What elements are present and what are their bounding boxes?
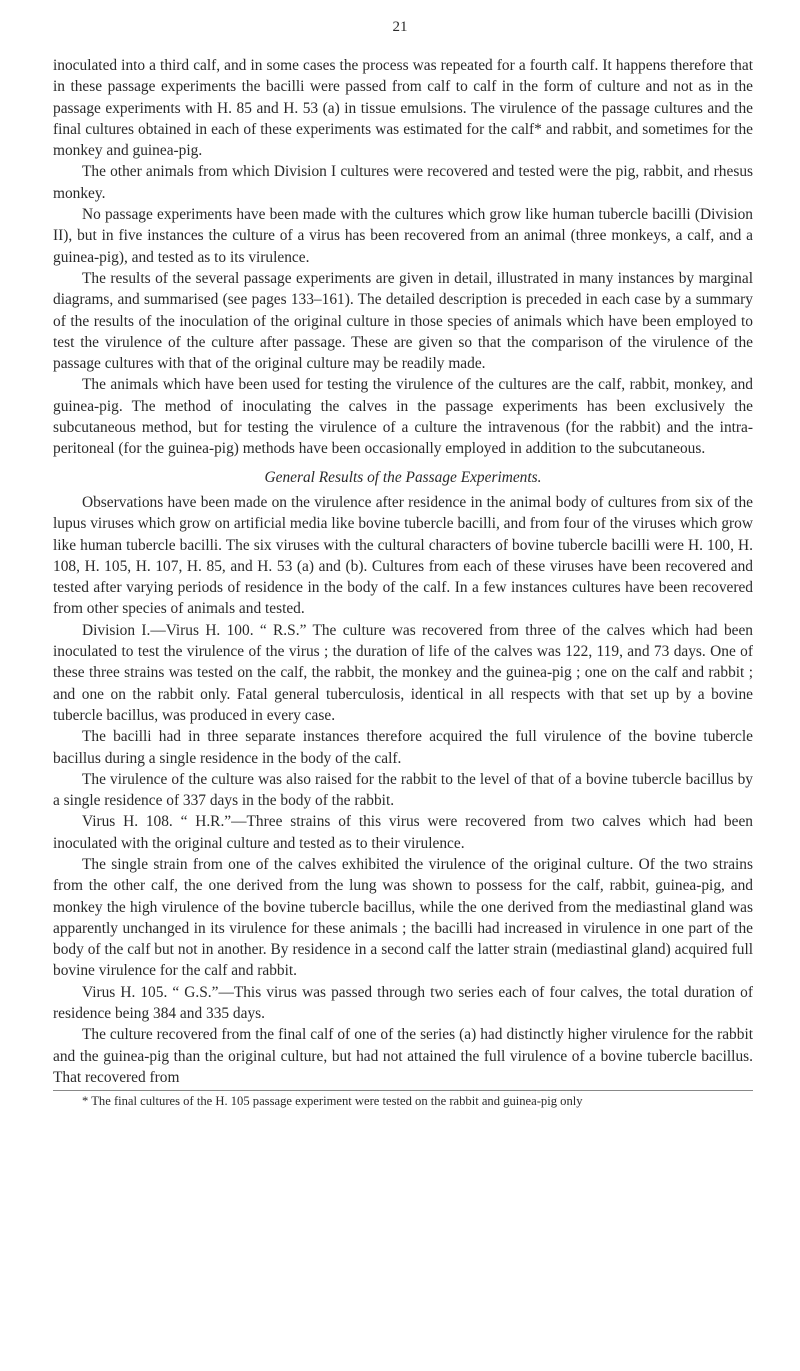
paragraph: The other animals from which Division I cultures were recovered and tested were the pig, rabbit, and rhesus monkey. bbox=[53, 163, 753, 202]
paragraph: Virus H. 108. “ H.R.”—Three strains of this virus were recovered from two calves which had been inoculated with the original culture and tested as to their virulence. bbox=[53, 813, 753, 852]
paragraph: The virulence of the culture was also raised for the rabbit to the level of that of a bovine tubercle bacillus by a single residence of 337 days in the body of the rabbit. bbox=[53, 770, 753, 810]
paragraph: inoculated into a third calf, and in some cases the process was repeated for a fourth calf. It happens therefore that in these passage experiments the bacilli were passed from calf to calf in the form of culture and not as in the passage experiments with H. 85 and H. 53 (a) in tissue emulsions. The virulence of the passage cultures and the final cultures obtained in each of these experiments was estimated for the calf* and rabbit, and sometimes for the monkey and guinea-pig. bbox=[53, 57, 753, 160]
section-heading: General Results of the Passage Experiments. bbox=[264, 468, 542, 486]
paragraph: The animals which have been used for testing the virulence of the cultures are the calf, rabbit, monkey, and guinea-pig. The method of inoculating the calves in the passage experiments has been exclusively the subcutaneous method, but for testing the virulence of a culture the intravenous (for the rabbit) and the intra-peritoneal (for the guinea-pig) methods have been occasionally employed in addition to the subcutaneous. bbox=[53, 376, 753, 458]
paragraph: Virus H. 105. “ G.S.”—This virus was passed through two series each of four calves, the total duration of residence being 384 and 335 days. bbox=[53, 983, 753, 1023]
paragraph: The culture recovered from the final calf of one of the series (a) had distinctly higher virulence for the rabbit and the guinea-pig than the original culture, but had not attained the full virulence of a bovine tubercle bacillus. That recovered from bbox=[53, 1026, 753, 1086]
paragraph: No passage experiments have been made with the cultures which grow like human tubercle bacilli (Division II), but in five instances the culture of a virus has been recovered from an animal (three monkeys, a calf, and a guinea-pig), and tested as to its virulence. bbox=[53, 206, 753, 266]
paragraph: Observations have been made on the virulence after residence in the animal body of cultures from six of the lupus viruses which grow on artificial media like bovine tubercle bacilli, and from four of the viruses which grow like human tubercle bacilli. The six viruses with the cultural characters of bovine tubercle bacilli were H. 100, H. 108, H. 105, H. 107, H. 85, and H. 53 (a) and (b). Cultures from each of these viruses have been recovered and tested after varying periods of residence in the body of the calf. In a few instances cultures have been recovered from other species of animals and tested. bbox=[53, 493, 753, 618]
page-number: 21 bbox=[392, 19, 408, 35]
paragraph: The bacilli had in three separate instances therefore acquired the full virulence of the bovine tubercle bacillus during a single residence in the body of the calf. bbox=[53, 728, 753, 767]
paragraph: The results of the several passage experiments are given in detail, illustrated in many instances by marginal diagrams, and summarised (see pages 133–161). The detailed description is preceded in each case by a summary of the results of the inoculation of the original culture in those species of animals which have been employed to test the virulence of the culture after passage. These are given so that the comparison of the virulence of the passage cultures with that of the original culture may be readily made. bbox=[53, 269, 753, 373]
body-text bbox=[53, 55, 753, 1110]
paragraph: The single strain from one of the calves exhibited the virulence of the original culture. Of the two strains from the other calf, the one derived from the lung was shown to possess for the calf, rabbit, guinea-pig, and monkey the high virulence of the bovine tubercle bacillus, while the one derived from the mediastinal gland was apparently unchanged in its virulence for these animals ; the bacilli had increased in virulence in one part of the body of the calf but not in another. By residence in a second calf the latter strain (mediastinal gland) acquired full bovine virulence for the calf and rabbit. bbox=[53, 855, 753, 980]
paragraph: Division I.—Virus H. 100. “ R.S.” The culture was recovered from three of the calves which had been inoculated to test the virulence of the virus ; the duration of life of the calves was 122, 119, and 73 days. One of these three strains was tested on the calf, the rabbit, the monkey and the guinea-pig ; one on the calf and rabbit ; and one on the rabbit only. Fatal general tuberculosis, identical in all respects with that set up by a bovine tubercle bacillus, was produced in every case. bbox=[53, 621, 753, 724]
footnote: * The final cultures of the H. 105 passage experiment were tested on the rabbit and guinea-pig only bbox=[53, 1090, 753, 1110]
